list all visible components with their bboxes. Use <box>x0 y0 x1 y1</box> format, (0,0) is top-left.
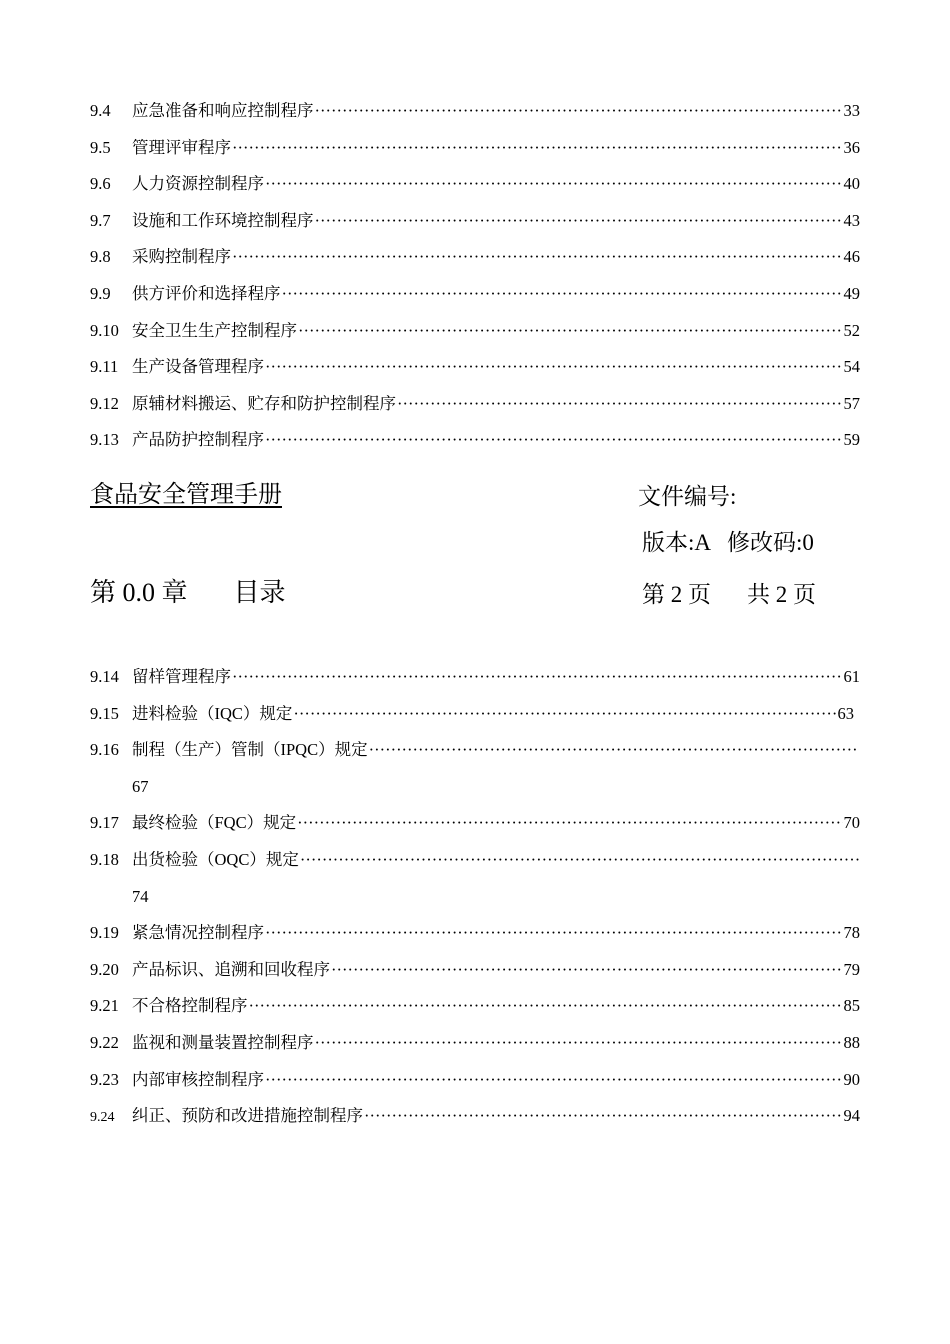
toc-entry[interactable] <box>90 1062 860 1099</box>
toc-page: 36 <box>843 137 860 157</box>
toc-entry[interactable] <box>90 659 860 696</box>
revision-code: 修改码:0 <box>727 530 814 555</box>
toc-title: 原辅材料搬运、贮存和防护控制程序 <box>132 393 396 413</box>
toc-list-bottom <box>90 659 860 1135</box>
toc-number: 9.5 <box>90 137 111 157</box>
toc-number: 9.18 <box>90 849 119 869</box>
toc-page: 52 <box>843 320 860 340</box>
dot-leader <box>364 1098 843 1135</box>
toc-entry[interactable] <box>90 1098 860 1135</box>
page-number: 第 2 页 <box>642 582 711 607</box>
toc-page: 59 <box>843 430 860 450</box>
dot-leader <box>265 422 843 459</box>
toc-page: 79 <box>843 959 860 979</box>
toc-number: 9.21 <box>90 996 119 1016</box>
dot-leader <box>232 130 843 167</box>
toc-entry[interactable] <box>90 732 860 769</box>
toc-entry[interactable] <box>90 349 860 386</box>
toc-page: 57 <box>843 393 860 413</box>
toc-number: 9.15 <box>90 703 119 723</box>
toc-page: 33 <box>843 101 860 120</box>
toc-entry[interactable] <box>90 805 860 842</box>
toc-number: 9.24 <box>90 1110 115 1126</box>
toc-entry[interactable] <box>90 422 860 459</box>
toc-page: 78 <box>843 923 860 943</box>
toc-title: 应急准备和响应控制程序 <box>132 101 314 120</box>
toc-entry[interactable] <box>90 93 860 130</box>
toc-page: 46 <box>843 247 860 267</box>
dot-leader <box>232 659 843 696</box>
dot-leader <box>315 93 843 130</box>
toc-number: 9.4 <box>90 101 111 120</box>
dot-leader <box>315 1025 843 1062</box>
toc-entry[interactable] <box>90 1025 860 1062</box>
manual-title: 食品安全管理手册 <box>90 482 282 508</box>
toc-title: 安全卫生生产控制程序 <box>132 320 297 340</box>
toc-number: 9.11 <box>90 357 119 377</box>
toc-entry[interactable] <box>90 313 860 350</box>
toc-list-top <box>90 93 860 459</box>
dot-leader <box>369 732 859 769</box>
toc-number: 9.20 <box>90 959 119 979</box>
toc-page: 61 <box>843 667 860 686</box>
toc-number: 9.23 <box>90 1069 119 1089</box>
toc-number: 9.14 <box>90 667 119 686</box>
toc-number: 9.19 <box>90 923 119 943</box>
toc-title: 制程（生产）管制（IPQC）规定 <box>132 740 368 760</box>
toc-page: 88 <box>843 1032 860 1052</box>
toc-title: 不合格控制程序 <box>132 996 248 1016</box>
dot-leader <box>298 313 843 350</box>
page-total: 共 2 页 <box>747 582 816 607</box>
document-number-label: 文件编号: <box>638 484 737 509</box>
toc-page: 43 <box>843 210 860 230</box>
toc-entry[interactable] <box>90 203 860 240</box>
toc-entry[interactable] <box>90 842 860 879</box>
toc-page: 70 <box>843 813 860 833</box>
toc-entry[interactable] <box>90 696 860 733</box>
toc-number: 9.12 <box>90 393 119 413</box>
toc-page: 63 <box>837 703 854 723</box>
dot-leader <box>315 203 843 240</box>
toc-number: 9.17 <box>90 813 119 833</box>
toc-page: 94 <box>843 1106 860 1126</box>
toc-page-wrapped: 74 <box>132 886 149 906</box>
dot-leader <box>397 386 843 423</box>
chapter-number: 第 0.0 章 <box>90 578 188 607</box>
dot-leader <box>232 239 843 276</box>
dot-leader <box>265 349 843 386</box>
toc-page: 85 <box>843 996 860 1016</box>
toc-number: 9.7 <box>90 210 111 230</box>
dot-leader <box>282 276 843 313</box>
toc-number: 9.6 <box>90 174 111 194</box>
toc-entry[interactable] <box>90 988 860 1025</box>
toc-title: 采购控制程序 <box>132 247 231 267</box>
toc-title: 内部审核控制程序 <box>132 1069 264 1089</box>
dot-leader <box>249 988 843 1025</box>
dot-leader <box>265 915 843 952</box>
toc-title: 生产设备管理程序 <box>132 357 264 377</box>
toc-entry[interactable] <box>90 386 860 423</box>
toc-number: 9.10 <box>90 320 119 340</box>
toc-page-wrapped: 67 <box>132 776 149 796</box>
dot-leader <box>293 696 835 733</box>
toc-page: 40 <box>843 174 860 194</box>
toc-entry[interactable] <box>90 276 860 313</box>
toc-title: 出货检验（OQC）规定 <box>132 849 299 869</box>
toc-title: 人力资源控制程序 <box>132 174 264 194</box>
toc-title: 设施和工作环境控制程序 <box>132 210 314 230</box>
page-info <box>642 576 816 609</box>
chapter-title: 目录 <box>233 578 286 607</box>
toc-title: 监视和测量装置控制程序 <box>132 1032 314 1052</box>
toc-title: 供方评价和选择程序 <box>132 283 281 303</box>
toc-title: 产品标识、追溯和回收程序 <box>132 959 330 979</box>
toc-title: 紧急情况控制程序 <box>132 923 264 943</box>
toc-title: 留样管理程序 <box>132 667 231 686</box>
toc-entry[interactable] <box>90 952 860 989</box>
toc-page: 49 <box>843 283 860 303</box>
toc-number: 9.13 <box>90 430 119 450</box>
toc-entry[interactable] <box>90 915 860 952</box>
version-info <box>642 524 830 557</box>
dot-leader <box>300 842 859 879</box>
toc-title: 管理评审程序 <box>132 137 231 157</box>
toc-number: 9.22 <box>90 1032 119 1052</box>
toc-number: 9.8 <box>90 247 111 267</box>
toc-number: 9.16 <box>90 740 119 760</box>
toc-title: 产品防护控制程序 <box>132 430 264 450</box>
toc-title: 最终检验（FQC）规定 <box>132 813 297 833</box>
toc-page: 54 <box>843 357 860 377</box>
toc-title: 进料检验（IQC）规定 <box>132 703 293 723</box>
toc-entry[interactable] <box>90 130 860 167</box>
version-value: 版本:A <box>642 530 711 555</box>
toc-title: 纠正、预防和改进措施控制程序 <box>132 1106 363 1126</box>
toc-number: 9.9 <box>90 283 111 303</box>
dot-leader <box>297 805 842 842</box>
toc-entry[interactable] <box>90 239 860 276</box>
toc-entry[interactable] <box>90 166 860 203</box>
chapter-heading <box>90 572 286 609</box>
dot-leader <box>265 166 843 203</box>
toc-page: 90 <box>843 1069 860 1089</box>
dot-leader <box>265 1062 843 1099</box>
dot-leader <box>331 952 843 989</box>
